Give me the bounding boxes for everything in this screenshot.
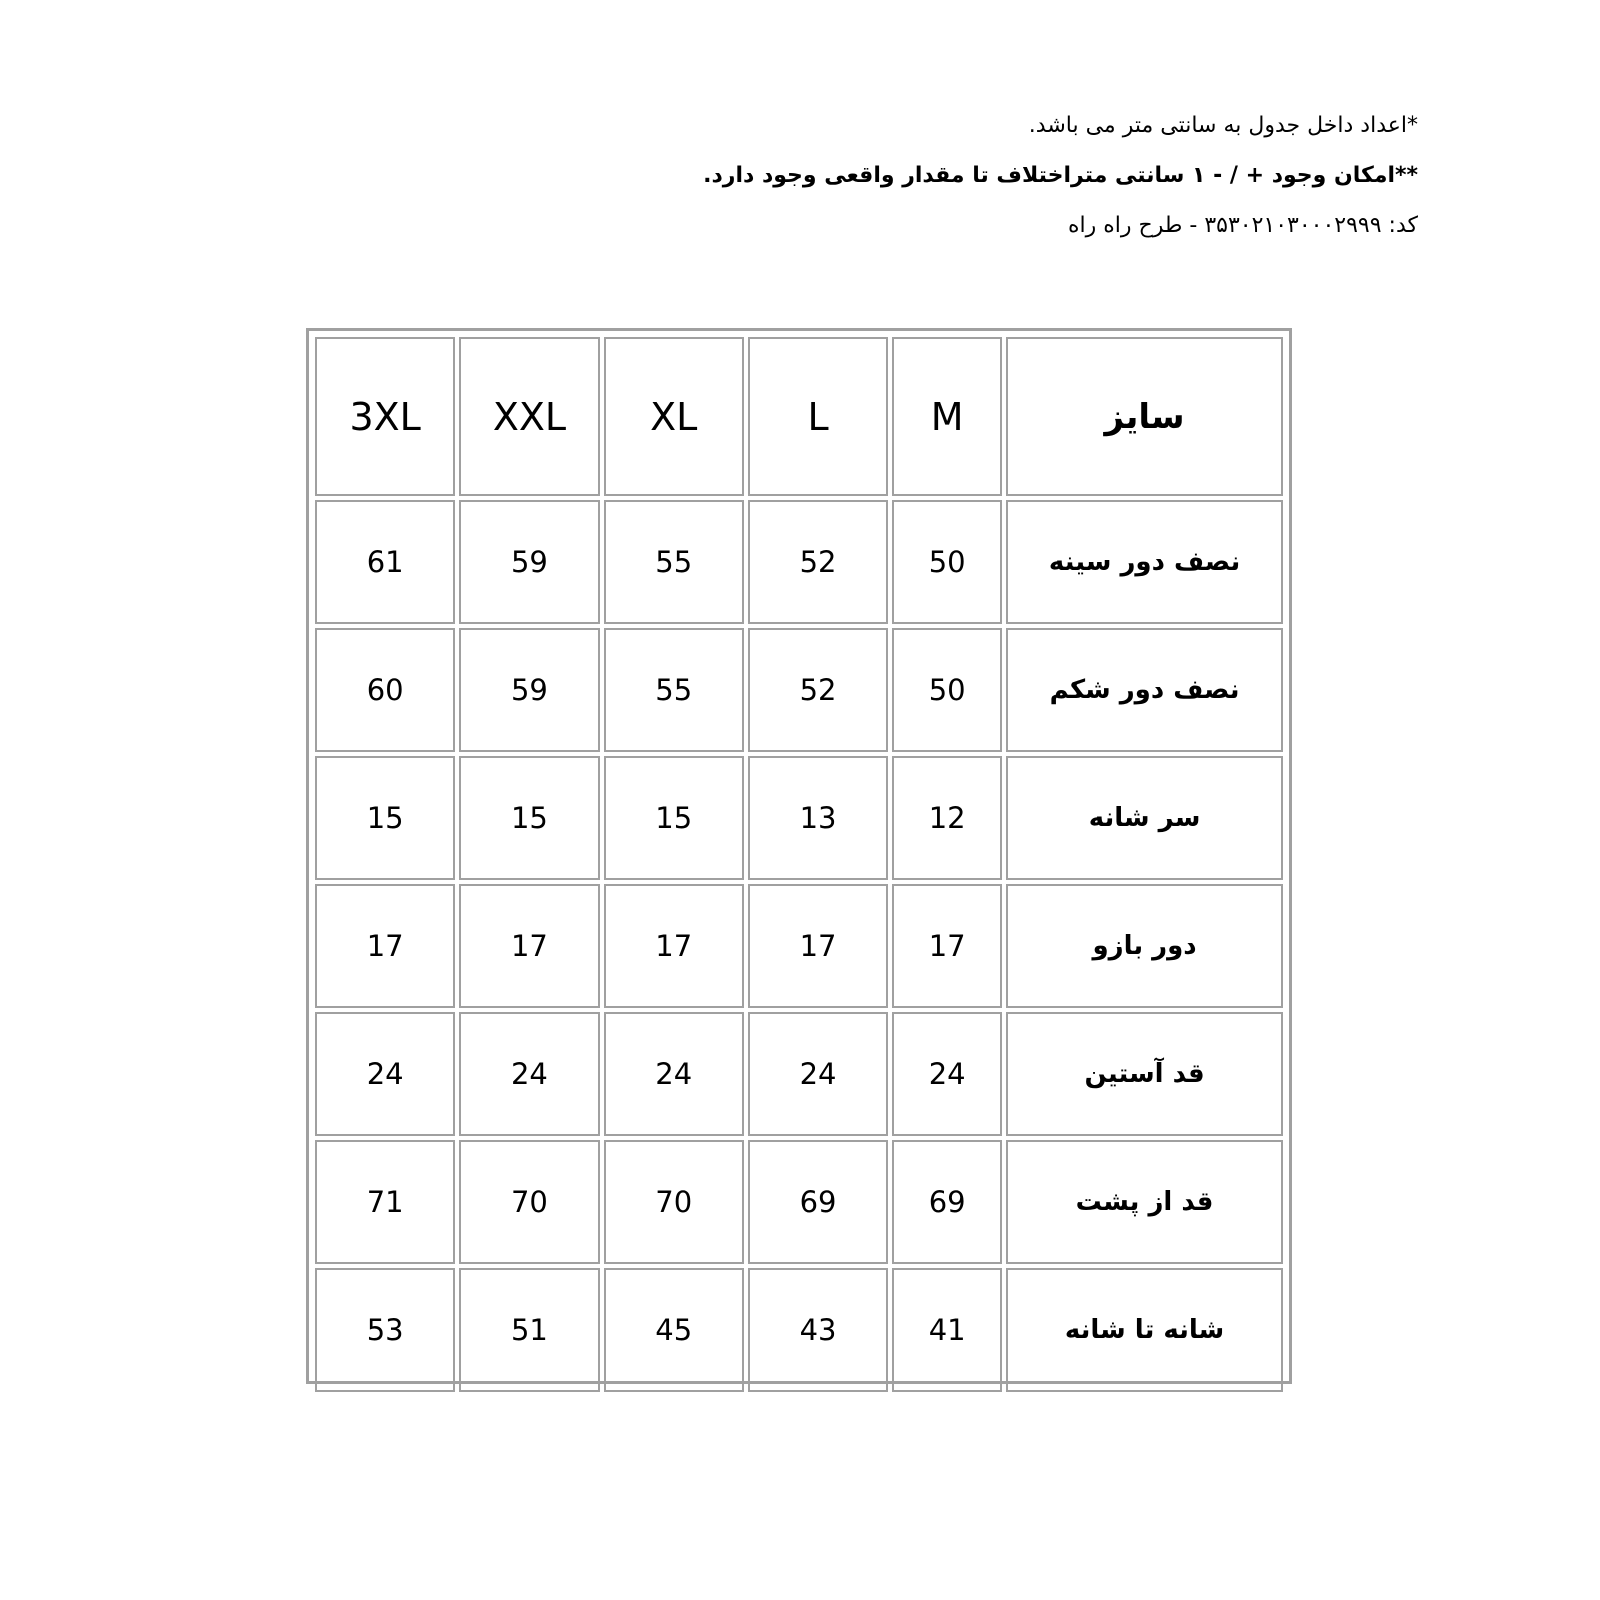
table-cell: 55 bbox=[604, 628, 744, 752]
size-xxl: XXL bbox=[459, 337, 599, 496]
table-cell: 70 bbox=[459, 1140, 599, 1264]
table-cell: 24 bbox=[748, 1012, 888, 1136]
table-cell: 24 bbox=[892, 1012, 1002, 1136]
row-label: نصف دور سینه bbox=[1006, 500, 1283, 624]
table-row bbox=[315, 1012, 1283, 1136]
size-table-frame bbox=[306, 328, 1292, 1384]
table-row bbox=[315, 1140, 1283, 1264]
table-cell: 71 bbox=[315, 1140, 455, 1264]
table-cell: 17 bbox=[315, 884, 455, 1008]
size-xl: XL bbox=[604, 337, 744, 496]
table-cell: 51 bbox=[459, 1268, 599, 1392]
size-3xl: 3XL bbox=[315, 337, 455, 496]
table-cell: 53 bbox=[315, 1268, 455, 1392]
table-header-row bbox=[315, 337, 1283, 496]
table-cell: 70 bbox=[604, 1140, 744, 1264]
table-row bbox=[315, 884, 1283, 1008]
table-cell: 15 bbox=[315, 756, 455, 880]
table-cell: 61 bbox=[315, 500, 455, 624]
note-units: *اعداد داخل جدول به سانتی متر می باشد. bbox=[1028, 113, 1418, 138]
note-product-code: کد: ۳۵۳۰۲۱۰۳۰۰۰۲۹۹۹ - طرح راه راه bbox=[1068, 213, 1418, 238]
table-cell: 59 bbox=[459, 500, 599, 624]
table-cell: 24 bbox=[315, 1012, 455, 1136]
table-cell: 13 bbox=[748, 756, 888, 880]
table-cell: 15 bbox=[459, 756, 599, 880]
table-cell: 17 bbox=[604, 884, 744, 1008]
table-cell: 55 bbox=[604, 500, 744, 624]
table-cell: 17 bbox=[748, 884, 888, 1008]
table-cell: 41 bbox=[892, 1268, 1002, 1392]
table-cell: 43 bbox=[748, 1268, 888, 1392]
table-cell: 17 bbox=[459, 884, 599, 1008]
row-label: نصف دور شکم bbox=[1006, 628, 1283, 752]
table-cell: 45 bbox=[604, 1268, 744, 1392]
table-cell: 24 bbox=[604, 1012, 744, 1136]
table-cell: 50 bbox=[892, 628, 1002, 752]
size-m: M bbox=[892, 337, 1002, 496]
table-cell: 15 bbox=[604, 756, 744, 880]
table-row bbox=[315, 500, 1283, 624]
note-tolerance: **امکان وجود + / - ۱ سانتی متراختلاف تا مقدار واقعی وجود دارد. bbox=[703, 163, 1418, 188]
size-table bbox=[311, 333, 1287, 1396]
table-cell: 50 bbox=[892, 500, 1002, 624]
table-row bbox=[315, 756, 1283, 880]
table-row bbox=[315, 1268, 1283, 1392]
table-cell: 59 bbox=[459, 628, 599, 752]
size-l: L bbox=[748, 337, 888, 496]
table-row bbox=[315, 628, 1283, 752]
row-label: شانه تا شانه bbox=[1006, 1268, 1283, 1392]
row-label: قد از پشت bbox=[1006, 1140, 1283, 1264]
header-size-label: سایز bbox=[1006, 337, 1283, 496]
table-cell: 52 bbox=[748, 500, 888, 624]
table-cell: 24 bbox=[459, 1012, 599, 1136]
table-cell: 12 bbox=[892, 756, 1002, 880]
table-cell: 60 bbox=[315, 628, 455, 752]
row-label: دور بازو bbox=[1006, 884, 1283, 1008]
row-label: سر شانه bbox=[1006, 756, 1283, 880]
table-cell: 52 bbox=[748, 628, 888, 752]
table-cell: 17 bbox=[892, 884, 1002, 1008]
table-cell: 69 bbox=[748, 1140, 888, 1264]
notes-block bbox=[658, 112, 1418, 262]
table-cell: 69 bbox=[892, 1140, 1002, 1264]
row-label: قد آستین bbox=[1006, 1012, 1283, 1136]
